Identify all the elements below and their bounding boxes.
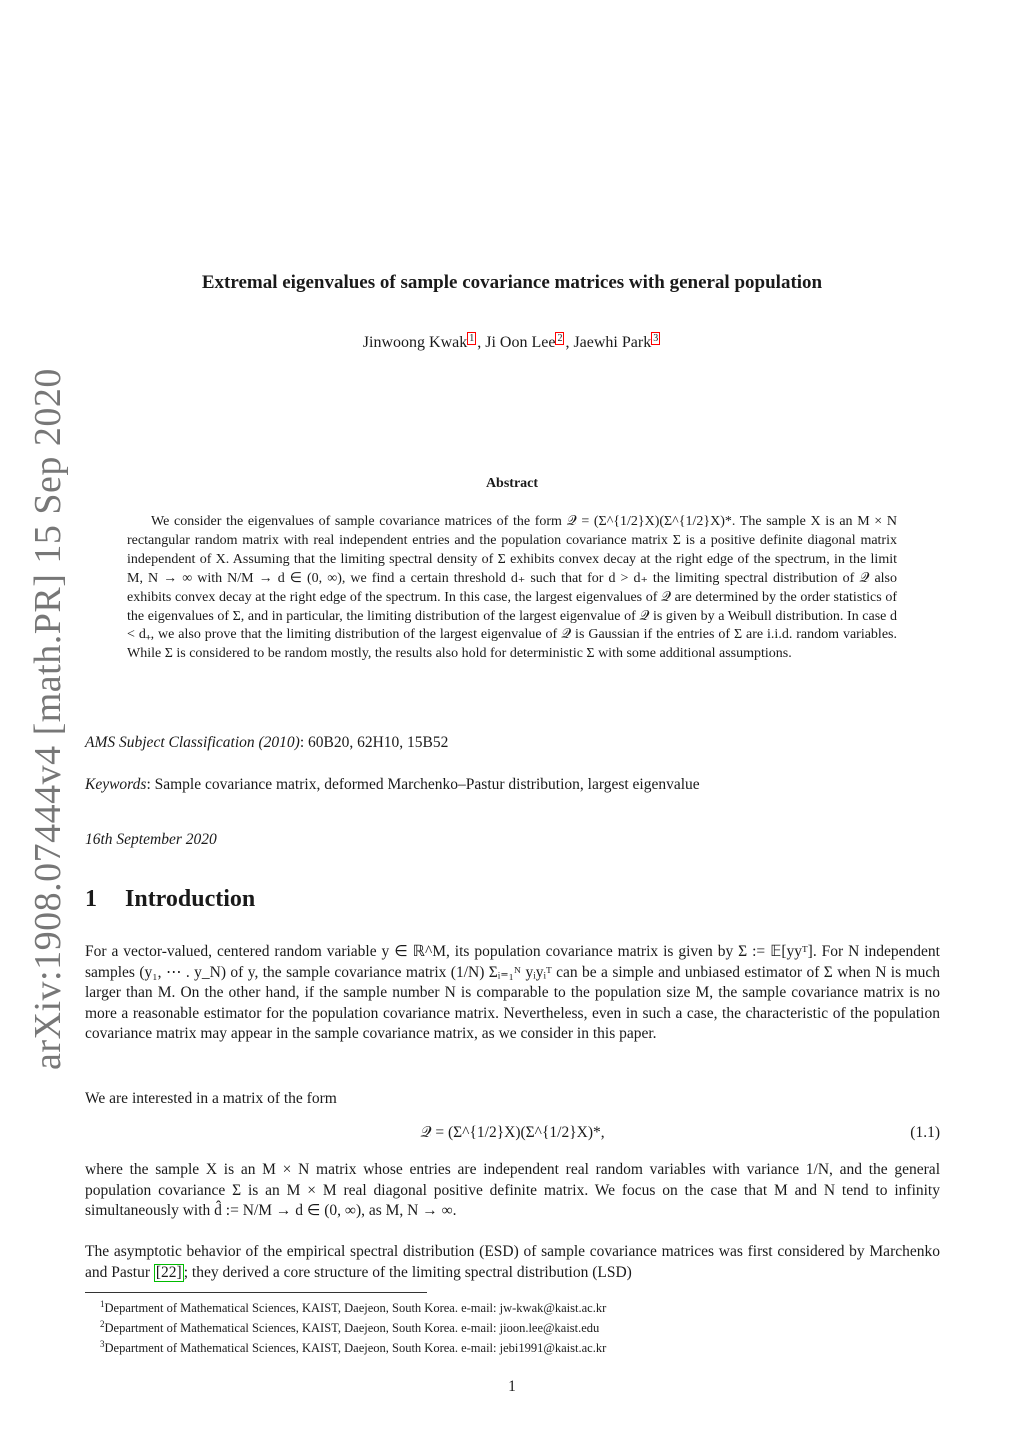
- page-number: 1: [508, 1378, 516, 1395]
- footnote-text: Department of Mathematical Sciences, KAIST, Daejeon, South Korea. e-mail: jioon.lee@kaist.edu: [104, 1321, 600, 1336]
- footnote-number: 1: [100, 1299, 105, 1309]
- footnote-divider: [85, 1292, 427, 1293]
- intro-paragraph-4: [85, 1242, 940, 1283]
- equation-formula: 𝒬 = (Σ^{1/2}X)(Σ^{1/2}X)*,: [420, 1124, 605, 1141]
- arxiv-sidebar-stamp: arXiv:1908.07444v4 [math.PR] 15 Sep 2020: [27, 368, 69, 1070]
- date-text: 16th September 2020: [85, 831, 217, 848]
- keywords-value: : Sample covariance matrix, deformed Marchenko–Pastur distribution, largest eigenvalue: [146, 776, 700, 793]
- footnote-link[interactable]: 2: [557, 333, 563, 344]
- ams-label: AMS Subject Classification (2010): [85, 734, 300, 751]
- ams-classification: [85, 734, 945, 752]
- section-title: Introduction: [125, 886, 256, 912]
- paragraph-text: ; they derived a core structure of the limiting spectral distribution (LSD): [183, 1263, 632, 1281]
- footnote-text: Department of Mathematical Sciences, KAIST, Daejeon, South Korea. e-mail: jebi1991@kaist.ac.kr: [104, 1341, 607, 1356]
- intro-paragraph-1: For a vector-valued, centered random variable y ∈ ℝ^M, its population covariance matrix is given by Σ := 𝔼[yyᵀ]. For N independent samples (y₁, ⋯ . y_N) of y, the sample covariance matrix (1/N) Σᵢ₌₁ᴺ yᵢyᵢᵀ can be a simple and unbiased estimator of Σ when N is much larger than M. On the other hand, if the sample number N is comparable to the population size M, the sample covariance matrix is no more a reasonable estimator for the population covariance matrix. Nevertheless, even in such a case, the characteristic of the population covariance matrix may appear in the sample covariance matrix, as we consider in this paper.: [85, 943, 940, 1042]
- author-name: Ji Oon Lee: [485, 334, 556, 351]
- paper-title: Extremal eigenvalues of sample covariance matrices with general population: [201, 272, 823, 293]
- footnotes: [100, 1296, 606, 1356]
- keywords: [85, 776, 945, 794]
- ams-value: : 60B20, 62H10, 15B52: [299, 734, 449, 751]
- section-number: 1: [85, 886, 97, 912]
- equation-number: (1.1): [910, 1124, 940, 1141]
- author-list: Jinwoong Kwak 1 , Ji Oon Lee 2 , Jaewhi Park 3: [362, 333, 659, 351]
- footnote-number: 3: [100, 1339, 105, 1350]
- author-name: Jinwoong Kwak: [362, 334, 468, 351]
- footnote-link[interactable]: 1: [469, 333, 475, 344]
- keywords-label: Keywords: [85, 776, 147, 793]
- footnote-link[interactable]: 3: [653, 333, 659, 344]
- section-heading: [85, 886, 255, 913]
- paper-date: [85, 831, 945, 849]
- citation-link[interactable]: [22]: [155, 1263, 182, 1281]
- footnote-item: [100, 1316, 606, 1336]
- author-name: Jaewhi Park: [573, 334, 652, 351]
- abstract-body: We consider the eigenvalues of sample covariance matrices of the form 𝒬 = (Σ^{1/2}X)(Σ^{1/2}X)*. The sample X is an M × N rectangular random matrix with real independent entries and the population covariance matrix Σ is a positive definite diagonal matrix independent of X. Assuming that the limiting spectral density of Σ exhibits convex decay at the right edge of the spectrum, in the limit M, N → ∞ with N/M → d ∈ (0, ∞), we find a certain threshold d₊ such that for d > d₊ the limiting spectral distribution of 𝒬 also exhibits convex decay at the right edge of the spectrum. In this case, the largest eigenvalues of 𝒬 are determined by the order statistics of the eigenvalues of Σ, and in particular, the limiting distribution of the largest eigenvalue of 𝒬 is given by a Weibull distribution. In case d < d₊, we also prove that the limiting distribution of the largest eigenvalue of 𝒬 is Gaussian if the entries of Σ are i.i.d. random variables. While Σ is considered to be random mostly, the results also hold for deterministic Σ with some additional assumptions.: [127, 514, 897, 662]
- intro-paragraph-3: where the sample X is an M × N matrix whose entries are independent real random variables with variance 1/N, and the general population covariance Σ is an M × M real diagonal positive definite matrix. We focus on the case that M and N tend to infinity simultaneously with d̂ := N/M → d ∈ (0, ∞), as M, N → ∞.: [85, 1161, 940, 1219]
- footnote-number: 2: [100, 1319, 105, 1330]
- footnote-item: [100, 1296, 606, 1316]
- footnote-item: [100, 1336, 606, 1356]
- intro-paragraph-2: We are interested in a matrix of the form: [85, 1090, 337, 1107]
- footnote-text: Department of Mathematical Sciences, KAIST, Daejeon, South Korea. e-mail: jw-kwak@kaist.ac.kr: [104, 1301, 607, 1316]
- paragraph-text: The asymptotic behavior of the empirical spectral distribution (ESD) of sample covariance matrices was first considered by Marchenko and Pastur: [85, 1243, 940, 1281]
- abstract-heading: Abstract: [485, 476, 539, 491]
